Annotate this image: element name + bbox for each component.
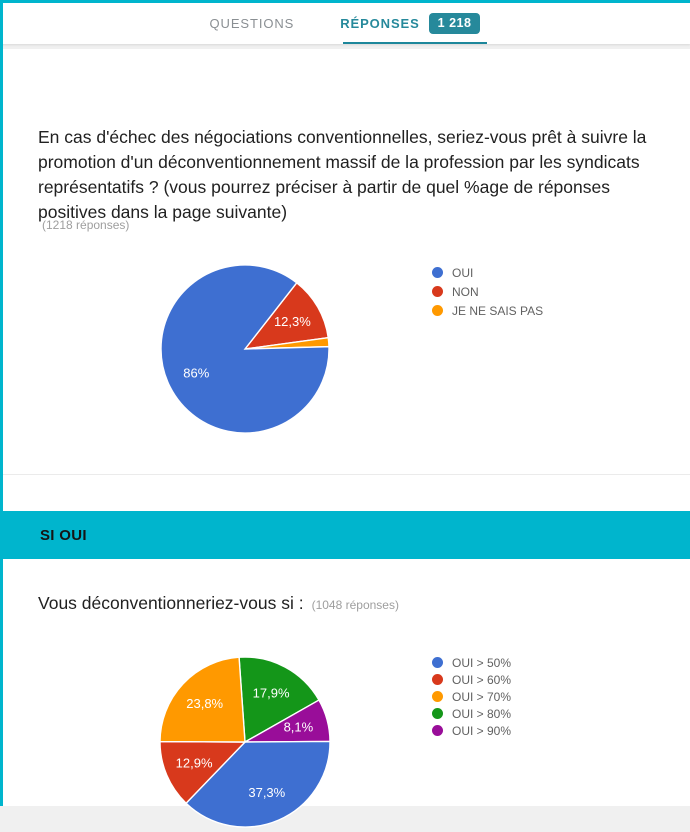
legend-dot-oui60: [432, 674, 443, 685]
legend-label: NON: [452, 284, 479, 299]
tab-reponses-label: RÉPONSES: [340, 16, 420, 31]
theme-left-border: [0, 0, 3, 806]
legend-label: OUI > 60%: [452, 672, 512, 687]
legend-item: [432, 705, 511, 722]
question1-title: En cas d'échec des négociations conventionnelles, seriez-vous prêt à suivre la promotion d'un déconventionnement massif de la profession par les syndicats représentatifs ? (vous pourrez préciser à partir de quel %age de réponses positives dans la page suivante): [38, 127, 647, 222]
question1-response-count: (1218 réponses): [42, 218, 130, 232]
responses-card: [0, 49, 690, 806]
legend-dot-oui70: [432, 691, 443, 702]
legend-item: [432, 654, 511, 671]
si-oui-banner-label: SI OUI: [40, 526, 87, 544]
question2-response-count: (1048 réponses): [311, 598, 399, 612]
legend-question2: [432, 654, 511, 739]
legend-label: OUI > 90%: [452, 723, 512, 738]
legend-dot-oui90: [432, 725, 443, 736]
pie-slice-label: 17,9%: [252, 685, 290, 701]
form-header: [0, 0, 690, 44]
theme-top-border: [0, 0, 690, 3]
pie-slice-label: 37,3%: [248, 784, 286, 800]
tab-questions-label: QUESTIONS: [209, 16, 295, 31]
section-divider: [0, 474, 690, 475]
legend-item: [432, 688, 511, 705]
tab-questions[interactable]: [210, 16, 295, 31]
legend-label: JE NE SAIS PAS: [452, 303, 544, 318]
pie-slice-label: 23,8%: [186, 696, 224, 712]
tab-reponses[interactable]: [340, 13, 480, 34]
legend-question1: [432, 263, 543, 320]
legend-label: OUI > 80%: [452, 706, 512, 721]
pie-slice-label: 8,1%: [283, 719, 314, 735]
pie-slice-label: 12,9%: [175, 755, 213, 771]
legend-dot-oui50: [432, 657, 443, 668]
legend-item: [432, 301, 543, 320]
pie-chart-question1: [155, 259, 335, 439]
legend-item: [432, 282, 543, 301]
legend-dot-jenesaispas: [432, 305, 443, 316]
legend-label: OUI > 50%: [452, 655, 512, 670]
tab-bar: [0, 3, 690, 44]
legend-label: OUI: [452, 265, 474, 280]
legend-item: [432, 671, 511, 688]
legend-label: OUI > 70%: [452, 689, 512, 704]
legend-dot-oui80: [432, 708, 443, 719]
legend-dot-oui: [432, 267, 443, 278]
question2-header: [38, 593, 399, 614]
legend-item: [432, 722, 511, 739]
active-tab-underline: [343, 42, 487, 44]
legend-dot-non: [432, 286, 443, 297]
pie-slice-label: 86%: [183, 365, 210, 381]
pie-slice-label: 12,3%: [273, 313, 311, 329]
pie-chart-question2: [155, 652, 335, 832]
legend-item: [432, 263, 543, 282]
question2-title: Vous déconventionneriez-vous si :: [38, 593, 304, 613]
si-oui-section-banner: [0, 511, 690, 559]
responses-count-badge: 1 218: [429, 13, 481, 34]
